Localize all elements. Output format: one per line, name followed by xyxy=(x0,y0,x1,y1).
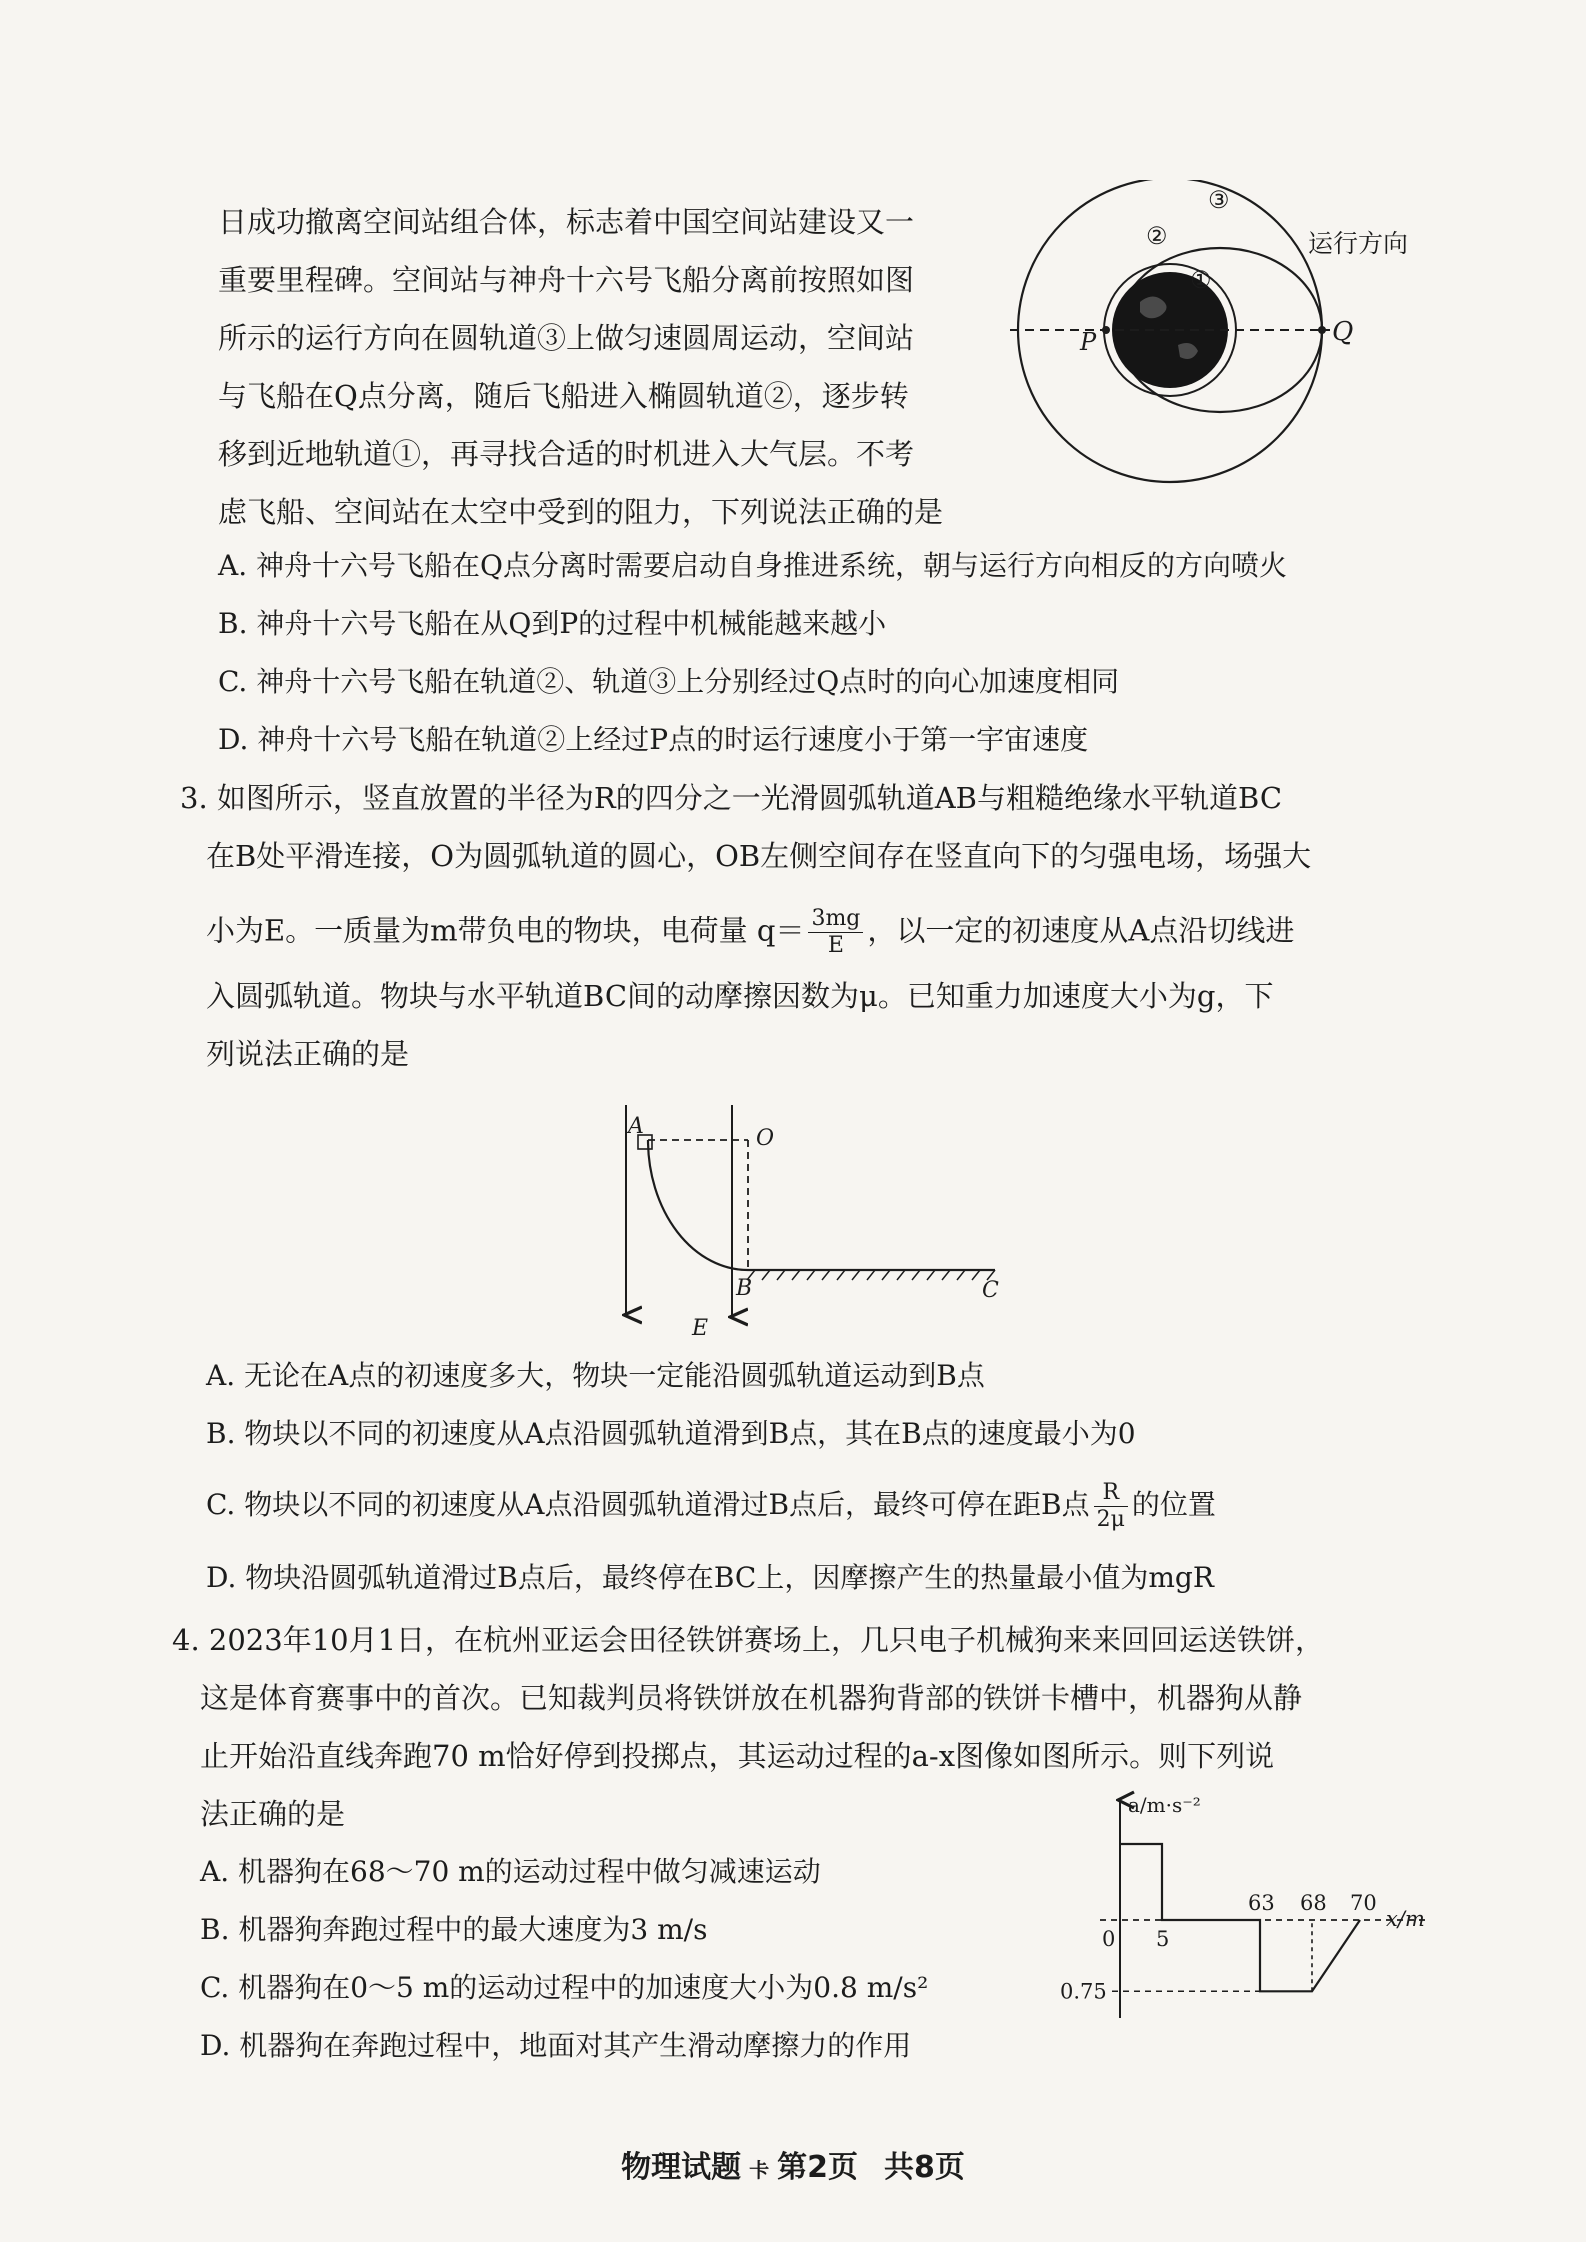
direction-label: 运行方向 xyxy=(1308,229,1409,258)
q3-option-b: B. 物块以不同的初速度从A点沿圆弧轨道滑到B点，其在B点的速度最小为0 xyxy=(206,1417,1136,1450)
q3-option-d: D. 物块沿圆弧轨道滑过B点后，最终停在BC上，因摩擦产生的热量最小值为mgR xyxy=(206,1561,1214,1594)
q4-stem-line: 止开始沿直线奔跑70 m恰好停到投掷点，其运动过程的a-x图像如图所示。则下列说 xyxy=(200,1739,1275,1773)
x-tick-label: 63 xyxy=(1248,1891,1275,1915)
q2-stem-line: 日成功撤离空间站组合体，标志着中国空间站建设又一 xyxy=(218,205,915,239)
label-b: B xyxy=(736,1276,753,1301)
q3-stem-text: ，以一定的初速度从A点沿切线进 xyxy=(867,913,1295,948)
x-tick-label: 5 xyxy=(1156,1927,1170,1951)
fraction-denominator: 2μ xyxy=(1096,1507,1125,1532)
q2-stem-line: 与飞船在Q点分离，随后飞船进入椭圆轨道②，逐步转 xyxy=(218,379,909,413)
q3-stem-line: 3. 如图所示，竖直放置的半径为R的四分之一光滑圆弧轨道AB与粗糙绝缘水平轨道BC xyxy=(180,781,1283,815)
q3-option-c-text: 的位置 xyxy=(1131,1488,1216,1521)
q2-option-a: A. 神舟十六号飞船在Q点分离时需要启动自身推进系统，朝与运行方向相反的方向喷火 xyxy=(218,549,1287,582)
q3-option-c-text: C. 物块以不同的初速度从A点沿圆弧轨道滑过B点后，最终可停在距B点 xyxy=(206,1488,1090,1521)
q3-stem-line: 在B处平滑连接，O为圆弧轨道的圆心，OB左侧空间存在竖直向下的匀强电场，场强大 xyxy=(206,839,1312,873)
q2-option-d: D. 神舟十六号飞船在轨道②上经过P点的时运行速度小于第一宇宙速度 xyxy=(218,723,1089,756)
orbit-1-label: ① xyxy=(1190,266,1212,294)
q4-option-b: B. 机器狗奔跑过程中的最大速度为3 m/s xyxy=(200,1913,708,1946)
y-tick-label: 0.75 xyxy=(1060,1979,1107,2004)
q4-option-d: D. 机器狗在奔跑过程中，地面对其产生滑动摩擦力的作用 xyxy=(200,2029,912,2062)
point-q xyxy=(1318,326,1326,334)
q4-option-a: A. 机器狗在68～70 m的运动过程中做匀减速运动 xyxy=(200,1855,821,1888)
orbit-figure xyxy=(1010,180,1450,530)
q4-stem-line: 法正确的是 xyxy=(200,1797,346,1831)
q3-option-c xyxy=(206,1480,1216,1533)
fraction-denominator: E xyxy=(827,933,844,958)
q3-stem-line xyxy=(206,906,1294,959)
chart-labels xyxy=(1060,1793,1425,2003)
q2-stem-line: 虑飞船、空间站在太空中受到的阻力，下列说法正确的是 xyxy=(218,495,944,529)
q3-option-a: A. 无论在A点的初速度多大，物块一定能沿圆弧轨道运动到B点 xyxy=(206,1359,985,1392)
footer-page: 第2页 xyxy=(777,2150,858,2185)
charge-fraction xyxy=(808,906,863,959)
q4-option-c: C. 机器狗在0～5 m的运动过程中的加速度大小为0.8 m/s² xyxy=(200,1971,929,2004)
q2-stem-line: 重要里程碑。空间站与神舟十六号飞船分离前按照如图 xyxy=(218,263,915,297)
footer-subject: 物理试题 xyxy=(621,2150,742,2185)
orbit-3-label: ③ xyxy=(1208,186,1230,214)
x-tick-label: 70 xyxy=(1350,1891,1377,1915)
p-label: P xyxy=(1080,328,1097,356)
q4-stem-line: 这是体育赛事中的首次。已知裁判员将铁饼放在机器狗背部的铁饼卡槽中，机器狗从静 xyxy=(200,1681,1303,1715)
series-line xyxy=(1120,1844,1360,1991)
arc-track-figure xyxy=(600,1095,1020,1345)
label-c: C xyxy=(982,1278,999,1303)
orbit-2-label: ② xyxy=(1146,222,1168,250)
footer-total: 共8页 xyxy=(884,2150,965,2185)
q4-stem-line: 4. 2023年10月1日，在杭州亚运会田径铁饼赛场上，几只电子机械狗来来回回运送铁饼， xyxy=(172,1623,1325,1657)
label-e: E xyxy=(692,1316,709,1341)
q3-stem-line: 列说法正确的是 xyxy=(206,1037,410,1071)
q2-option-c: C. 神舟十六号飞船在轨道②、轨道③上分别经过Q点时的向心加速度相同 xyxy=(218,665,1120,698)
distance-fraction xyxy=(1094,1480,1128,1533)
point-p xyxy=(1102,326,1110,334)
x-tick-label: 68 xyxy=(1300,1891,1327,1915)
a-x-chart xyxy=(1060,1790,1440,2030)
q3-stem-text: 小为E。一质量为m带负电的物块，电荷量 q＝ xyxy=(206,913,805,948)
footer-mark: 卡 xyxy=(749,2158,770,2182)
track-hatching xyxy=(747,1270,995,1280)
x-tick-label: 0 xyxy=(1102,1927,1116,1951)
label-a: A xyxy=(628,1114,644,1139)
q2-stem-line: 移到近地轨道①，再寻找合适的时机进入大气层。不考 xyxy=(218,437,915,471)
chart-plot xyxy=(1112,1844,1360,1991)
fraction-numerator: 3mg xyxy=(808,906,863,933)
q3-stem-line: 入圆弧轨道。物块与水平轨道BC间的动摩擦因数为μ。已知重力加速度大小为g，下 xyxy=(206,979,1274,1013)
q2-option-b: B. 神舟十六号飞船在从Q到P的过程中机械能越来越小 xyxy=(218,607,887,640)
label-o: O xyxy=(756,1126,775,1151)
y-axis-label: a/m·s⁻² xyxy=(1128,1793,1201,1817)
x-axis-label: x/m xyxy=(1386,1907,1425,1931)
fraction-numerator: R xyxy=(1094,1480,1128,1507)
q-label: Q xyxy=(1332,317,1354,347)
q2-stem-line: 所示的运行方向在圆轨道③上做匀速圆周运动，空间站 xyxy=(218,321,915,355)
page-footer xyxy=(0,2142,1586,2186)
